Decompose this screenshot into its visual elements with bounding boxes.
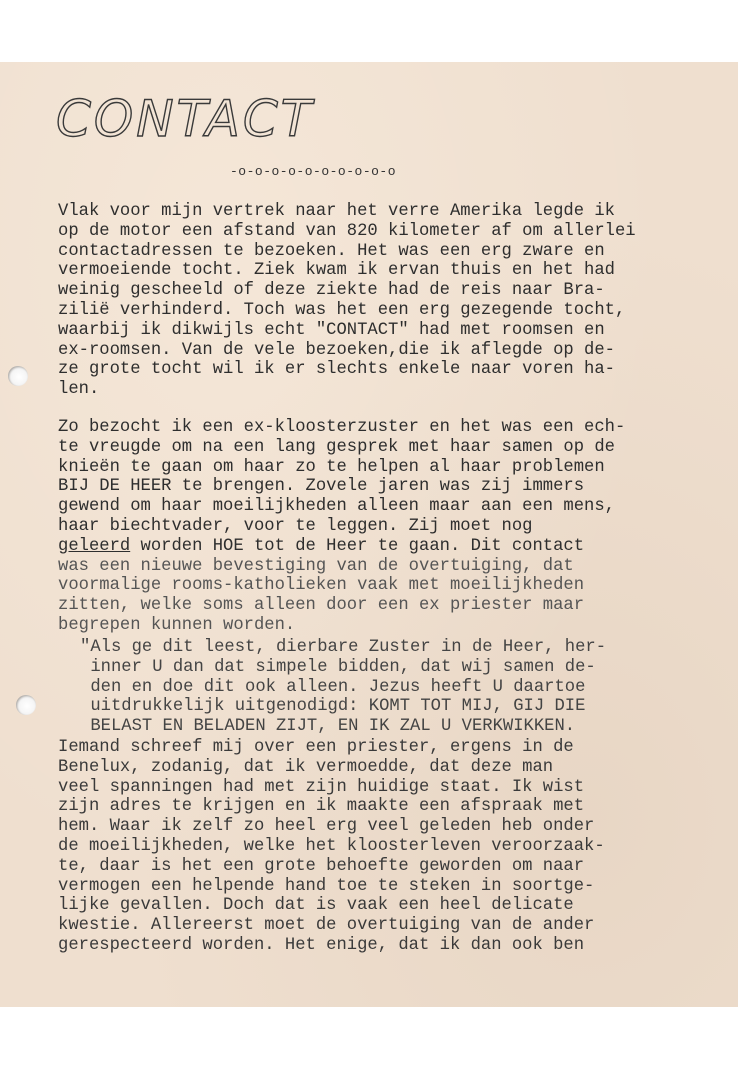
text-line: Zo bezocht ik een ex-kloosterzuster en het was een ech- <box>58 418 626 437</box>
text-line: op de motor een afstand van 820 kilometer af om allerlei <box>58 221 636 241</box>
quote-line: inner U dan dat simpele bidden, dat wij samen de- <box>80 657 596 677</box>
punch-hole <box>16 695 36 715</box>
text-line: gewend om haar moeilijkheden alleen maar aan een mens, <box>58 497 615 517</box>
text-line: haar biechtvader, voor te leggen. Zij moet nog <box>58 516 533 536</box>
quote-line: BELAST EN BELADEN ZIJT, EN IK ZAL U VERKWIKKEN. <box>80 717 576 737</box>
text-line: zitten, welke soms alleen door een ex priester maar <box>58 596 585 616</box>
text-line: begrepen kunnen worden. <box>58 615 296 635</box>
paragraph-1 <box>58 202 738 400</box>
text-line: Iemand schreef mij over een priester, ergens in de <box>58 738 574 757</box>
underlined-word: geleerd <box>58 536 131 556</box>
text-line: contactadressen te bezoeken. Het was een erg zware en <box>58 241 605 261</box>
text-line: vermogen een helpende hand toe te steken in soortge- <box>58 876 595 896</box>
punch-hole <box>8 366 28 386</box>
text-line: te, daar is het een grote behoefte geworden om naar <box>58 856 585 876</box>
text-line: waarbij ik dikwijls echt "CONTACT" had met roomsen en <box>58 320 605 340</box>
text-line: hem. Waar ik zelf zo heel erg veel geleden heb onder <box>58 817 595 837</box>
text-line: weinig gescheeld of deze ziekte had de reis naar Bra- <box>58 281 605 301</box>
paragraph-2 <box>58 418 738 636</box>
text-line: was een nieuwe bevestiging van de overtuiging, dat <box>58 556 574 576</box>
text-line: knieën te gaan om haar zo te helpen al haar problemen <box>58 457 605 477</box>
text-line: voormalige rooms-katholieken vaak met moeilijkheden <box>58 576 585 596</box>
text-line: worden HOE tot de Heer te gaan. Dit contact <box>130 536 585 556</box>
typewritten-page <box>0 62 738 1007</box>
paragraph-3 <box>58 738 738 956</box>
text-line: lijke gevallen. Doch dat is vaak een heel delicate <box>58 896 574 916</box>
text-line: ze grote tocht wil ik er slechts enkele naar voren ha- <box>58 360 615 380</box>
text-line: gerespecteerd worden. Het enige, dat ik dan ook ben <box>58 935 585 955</box>
divider-line: -o-o-o-o-o-o-o-o-o-o <box>230 164 397 179</box>
text-line: te vreugde om na een lang gesprek met haar samen op de <box>58 437 615 457</box>
text-line: len. <box>58 380 100 400</box>
quote-line: "Als ge dit leest, dierbare Zuster in de Heer, her- <box>80 638 607 657</box>
text-line: de moeilijkheden, welke het kloosterleven veroorzaak- <box>58 836 605 856</box>
text-line: zilië verhinderd. Toch was het een erg gezegende tocht, <box>58 300 626 320</box>
text-line: Vlak voor mijn vertrek naar het verre Amerika legde ik <box>58 202 615 221</box>
text-line: Benelux, zodanig, dat ik vermoedde, dat deze man <box>58 757 554 777</box>
quote-line: uitdrukkelijk uitgenodigd: KOMT TOT MIJ, GIJ DIE <box>80 697 586 717</box>
text-line: kwestie. Allereerst moet de overtuiging van de ander <box>58 916 595 936</box>
quote-block <box>80 638 730 737</box>
page-title: CONTACT <box>56 90 315 148</box>
text-line: zijn adres te krijgen en ik maakte een afspraak met <box>58 797 585 817</box>
quote-line: den en doe dit ook alleen. Jezus heeft U daartoe <box>80 677 586 697</box>
text-line: BIJ DE HEER te brengen. Zovele jaren was zij immers <box>58 477 585 497</box>
text-line: veel spanningen had met zijn huidige staat. Ik wist <box>58 777 585 797</box>
text-line: ex-roomsen. Van de vele bezoeken,die ik aflegde op de- <box>58 340 615 360</box>
text-line: vermoeiende tocht. Ziek kwam ik ervan thuis en het had <box>58 261 615 281</box>
